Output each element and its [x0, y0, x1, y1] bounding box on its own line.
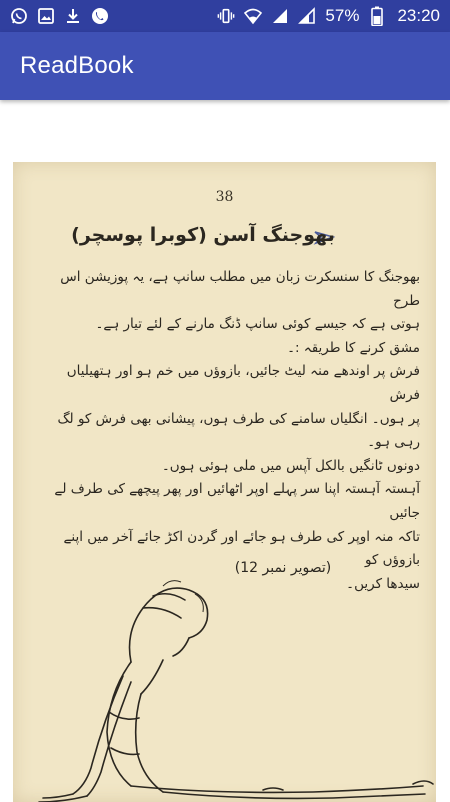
- page-heading: بھوجنگ آسن (کوبرا پوسچر): [71, 224, 335, 246]
- wifi-icon: [244, 7, 262, 25]
- text-line: پر ہوں۔ انگلیاں سامنے کی طرف ہوں، پیشانی بھی فرش کو لگ رہی ہو۔: [57, 410, 420, 451]
- system-icons: [217, 6, 440, 26]
- text-line: فرش پر اوندھے منہ لیٹ جائیں، بازوؤں میں خم ہو اور ہتھیلیاں فرش: [66, 363, 420, 403]
- app-title: ReadBook: [20, 52, 134, 79]
- battery-icon: [368, 7, 386, 25]
- text-line: مشق کرنے کا طریقہ :۔: [287, 339, 420, 356]
- text-line: بھوجنگ کا سنسکرت زبان میں مطلب سانپ ہے، یہ پوزیشن اس طرح: [60, 269, 420, 309]
- text-line: تاکہ منہ اوپر کی طرف ہو جائے اور گردن اکڑ جائے آخر میں اپنے بازوؤں کو: [63, 528, 420, 569]
- page-number: 38: [215, 189, 234, 205]
- page-body: [35, 266, 420, 596]
- text-line: آہستہ آہستہ اپنا سر پہلے اوپر اٹھائیں اور پھر پیچھے کی طرف لے جائیں: [54, 481, 420, 521]
- notification-icons: [10, 7, 109, 25]
- download-icon: [64, 7, 82, 25]
- signal-icon: [271, 7, 289, 25]
- status-bar: [0, 0, 450, 32]
- gallery-icon: [37, 7, 55, 25]
- vibrate-icon: [217, 7, 235, 25]
- battery-percent: 57%: [325, 6, 360, 25]
- app-bar: [0, 32, 450, 100]
- text-line: ہوتی ہے کہ جیسے کوئی سانپ ڈنگ مارنے کے لئے تیار ہے۔: [95, 316, 420, 333]
- phone-icon: [91, 7, 109, 25]
- figure-caption: (تصویر نمبر 12): [234, 560, 332, 576]
- signal-icon: [298, 7, 316, 25]
- text-line: دونوں ٹانگیں بالکل آپس میں ملی ہوئی ہوں۔: [161, 457, 420, 474]
- text-line: سیدھا کریں۔: [346, 575, 420, 592]
- whatsapp-icon: [10, 7, 28, 25]
- book-page[interactable]: [13, 162, 436, 802]
- cobra-pose-illustration: [13, 572, 436, 802]
- status-clock: 23:20: [397, 6, 440, 25]
